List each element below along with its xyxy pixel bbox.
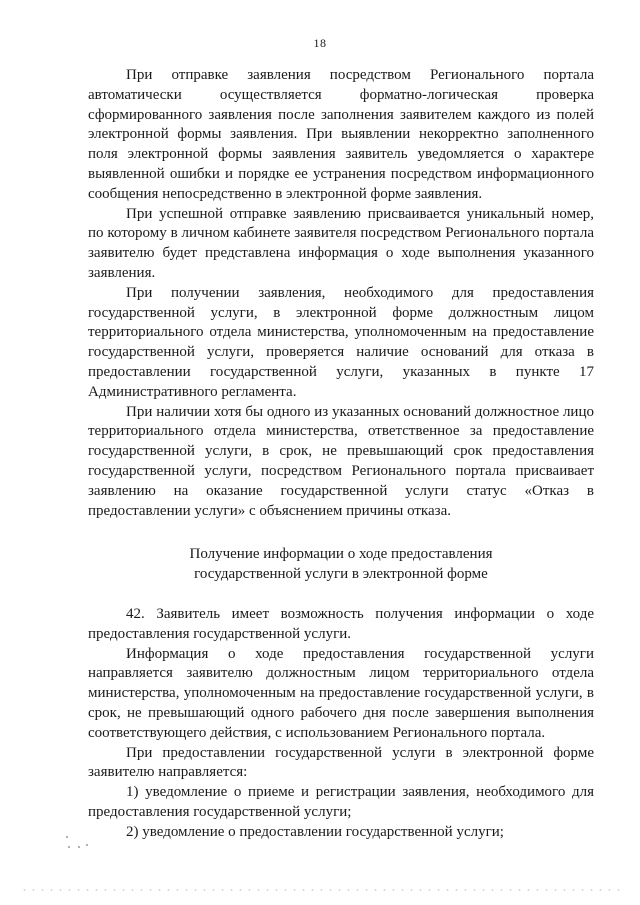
- section-heading: [88, 545, 594, 585]
- page-number: 18: [313, 36, 327, 50]
- section-heading-line-2: государственной услуги в электронной форме: [194, 566, 488, 583]
- paragraph-refusal-status: При наличии хотя бы одного из указанных оснований должностное лицо территориального отдела министерства, ответственное за предоставление государственной услуги, в срок, не превышающий срок предоставления государственной услуги, посредством Регионального портала присваивает заявлению на оказание государственной услуги статус «Отказ в предоставлении услуги» с объяснением причины отказа.: [88, 403, 594, 519]
- scan-artifact-dots: [20, 889, 620, 891]
- list-item-notification-1: 1) уведомление о приеме и регистрации заявления, необходимого для предоставления государственной услуги;: [88, 784, 594, 820]
- paragraph-item-42: 42. Заявитель имеет возможность получения информации о ходе предоставления государственной услуги.: [88, 605, 594, 642]
- document-body: [88, 66, 594, 842]
- paragraph-validation-check: При отправке заявления посредством Регионального портала автоматически осуществляется форматно-логическая проверка сформированного заявления после заполнения заявителем каждого из полей электронной формы заявления. При выявлении некорректно заполненного поля электронной формы заявления заявитель уведомляется о характере выявленной ошибки и порядке ее устранения посредством информационного сообщения непосредственно в электронной форме заявления.: [88, 67, 594, 202]
- paragraph-progress-info: Информация о ходе предоставления государственной услуги направляется заявителю должностным лицом территориального отдела министерства, уполномоченным на предоставление государственной услуги, в срок, не превышающий одного рабочего дня после завершения выполнения соответствующего действия, с использованием Регионального портала.: [88, 645, 594, 741]
- list-item-notification-2: 2) уведомление о предоставлении государственной услуги;: [126, 823, 504, 840]
- section-heading-line-1: Получение информации о ходе предоставления: [189, 546, 493, 563]
- paragraph-notifications-intro: При предоставлении государственной услуги в электронной форме заявителю направляется:: [88, 744, 594, 781]
- scan-artifact-marks: [64, 832, 104, 852]
- paragraph-grounds-check: При получении заявления, необходимого для предоставления государственной услуги, в электронной форме должностным лицом территориального отдела министерства, уполномоченным на предоставление государственной услуги, проверяется наличие оснований для отказа в предоставлении государственной услуги, указанных в пункте 17 Административного регламента.: [88, 284, 594, 400]
- paragraph-unique-number: При успешной отправке заявлению присваивается уникальный номер, по которому в личном кабинете заявителя посредством Регионального портала заявителю будет представлена информация о ходе выполнения указанного заявления.: [88, 205, 594, 281]
